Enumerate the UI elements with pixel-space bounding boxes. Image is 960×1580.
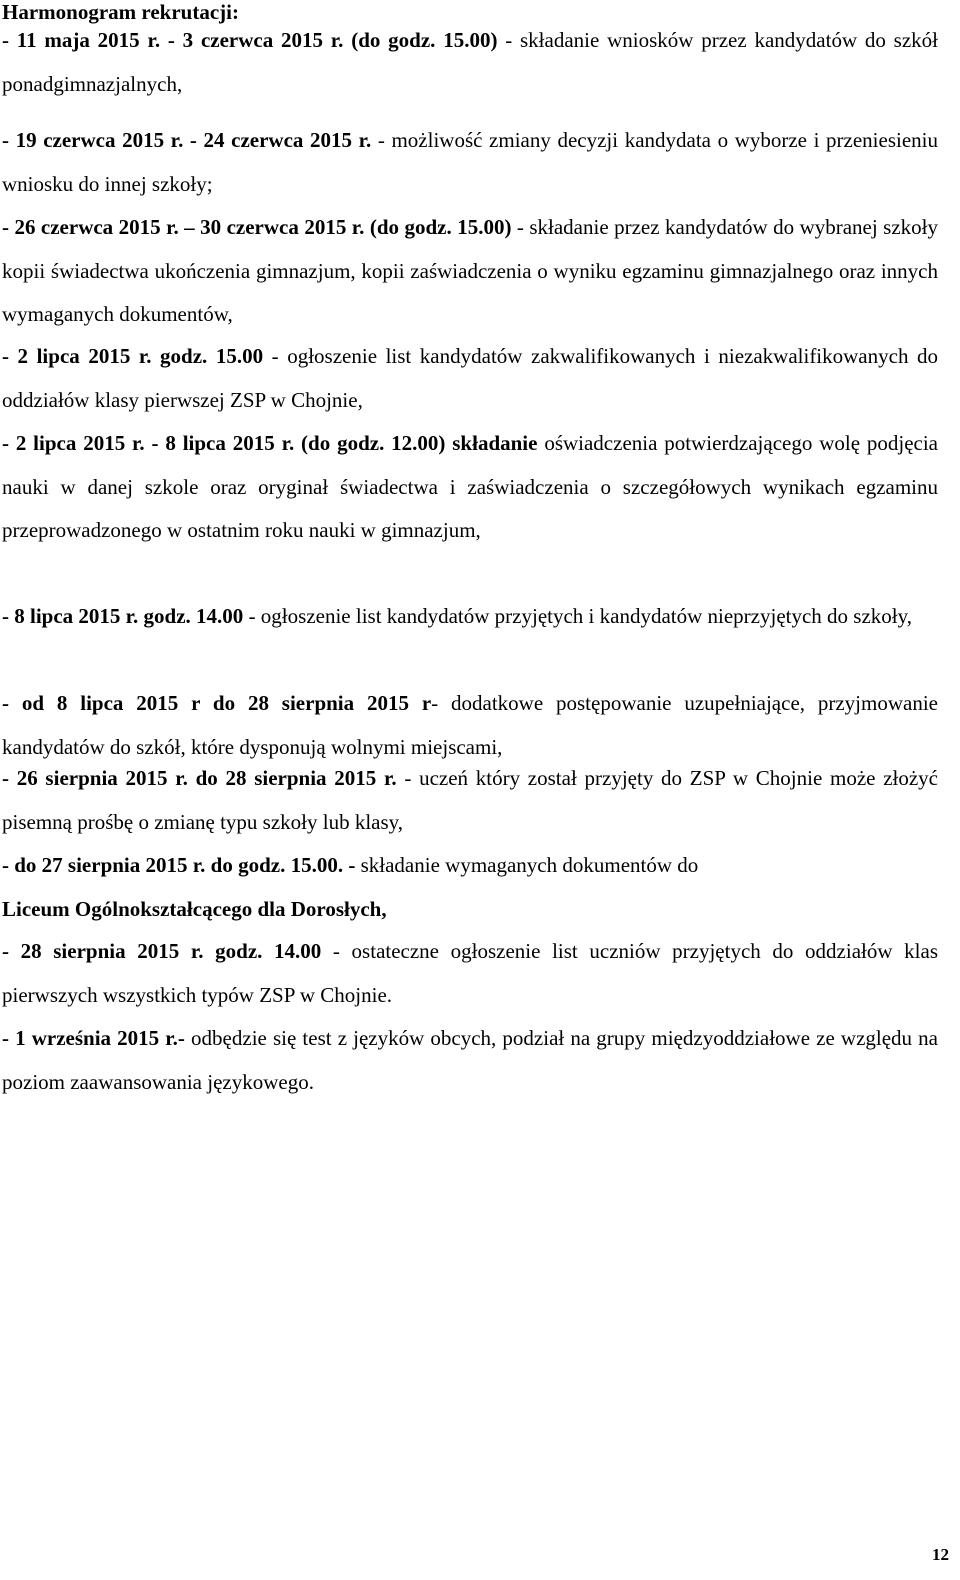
schedule-item-10 <box>2 930 938 1017</box>
schedule-item-9 <box>2 844 938 931</box>
schedule-item-8-text: - uczeń który został przyjęty do ZSP w Chojnie może złożyć pisemną prośbę o zmianę typu szkoły lub klasy, <box>2 766 938 834</box>
schedule-item-4 <box>2 335 938 422</box>
schedule-heading: Harmonogram rekrutacji: <box>2 0 239 24</box>
schedule-item-10-text: - ostateczne ogłoszenie list uczniów przyjętych do oddziałów klas pierwszych wszystkich typów ZSP w Chojnie. <box>2 939 938 1007</box>
schedule-item-6-date: - 8 lipca 2015 r. godz. 14.00 <box>2 604 244 628</box>
schedule-item-2-date: - 19 czerwca 2015 r. - 24 czerwca 2015 r. <box>2 128 372 152</box>
schedule-item-11-date: - 1 września 2015 r.- <box>2 1026 185 1050</box>
schedule-item-3-date: - 26 czerwca 2015 r. – 30 czerwca 2015 r. (do godz. 15.00) <box>2 215 512 239</box>
schedule-item-6 <box>2 595 938 639</box>
page-number: 12 <box>932 1545 949 1564</box>
schedule-item-3-text: - składanie przez kandydatów do wybranej szkoły kopii świadectwa ukończenia gimnazjum, kopii zaświadczenia o wyniku egzaminu gimnazjalnego oraz innych wymaganych dokumentów, <box>2 215 938 326</box>
schedule-item-2 <box>2 119 938 206</box>
schedule-item-9-school: Liceum Ogólnokształcącego dla Dorosłych, <box>2 896 387 921</box>
schedule-item-4-date: - 2 lipca 2015 r. godz. 15.00 <box>2 344 264 368</box>
schedule-item-4-text: - ogłoszenie list kandydatów zakwalifikowanych i niezakwalifikowanych do oddziałów klasy pierwszej ZSP w Chojnie, <box>2 344 939 412</box>
schedule-item-9-text: składanie wymaganych dokumentów do <box>355 853 699 877</box>
schedule-item-1-date: - 11 maja 2015 r. - 3 czerwca 2015 r. (do godz. 15.00) <box>2 28 498 52</box>
schedule-item-2-text: - możliwość zmiany decyzji kandydata o wyborze i przeniesieniu wniosku do innej szkoły; <box>2 128 938 196</box>
schedule-item-3 <box>2 206 938 337</box>
schedule-item-10-date: - 28 sierpnia 2015 r. godz. 14.00 <box>2 939 322 963</box>
schedule-item-8 <box>2 757 938 844</box>
schedule-item-6-text: - ogłoszenie list kandydatów przyjętych i kandydatów nieprzyjętych do szkoły, <box>243 604 913 628</box>
schedule-item-7-date: - od 8 lipca 2015 r do 28 sierpnia 2015 r <box>2 691 432 715</box>
schedule-item-5-text: oświadczenia potwierdzającego wolę podjęcia nauki w danej szkole oraz oryginał świadectwa i zaświadczenia o szczegółowych wynikach egzaminu przeprowadzonego w ostatnim roku nauki w gimnazjum, <box>2 431 938 542</box>
schedule-item-1 <box>2 19 938 106</box>
schedule-item-11-text: odbędzie się test z języków obcych, podział na grupy międzyoddziałowe ze względu na poziom zaawansowania językowego. <box>2 1026 938 1094</box>
schedule-item-11 <box>2 1017 938 1104</box>
schedule-item-8-date: - 26 sierpnia 2015 r. do 28 sierpnia 2015 r. <box>2 766 397 790</box>
schedule-item-7 <box>2 682 938 769</box>
schedule-item-5 <box>2 422 938 553</box>
schedule-item-9-date: - do 27 sierpnia 2015 r. do godz. 15.00. - <box>2 853 356 877</box>
schedule-item-7-text: - dodatkowe postępowanie uzupełniające, przyjmowanie kandydatów do szkół, które dysponują wolnymi miejscami, <box>2 691 938 759</box>
schedule-item-1-text: - składanie wniosków przez kandydatów do szkół ponadgimnazjalnych, <box>2 28 938 96</box>
schedule-item-5-date: - 2 lipca 2015 r. - 8 lipca 2015 r. (do godz. 12.00) składanie <box>2 431 538 455</box>
